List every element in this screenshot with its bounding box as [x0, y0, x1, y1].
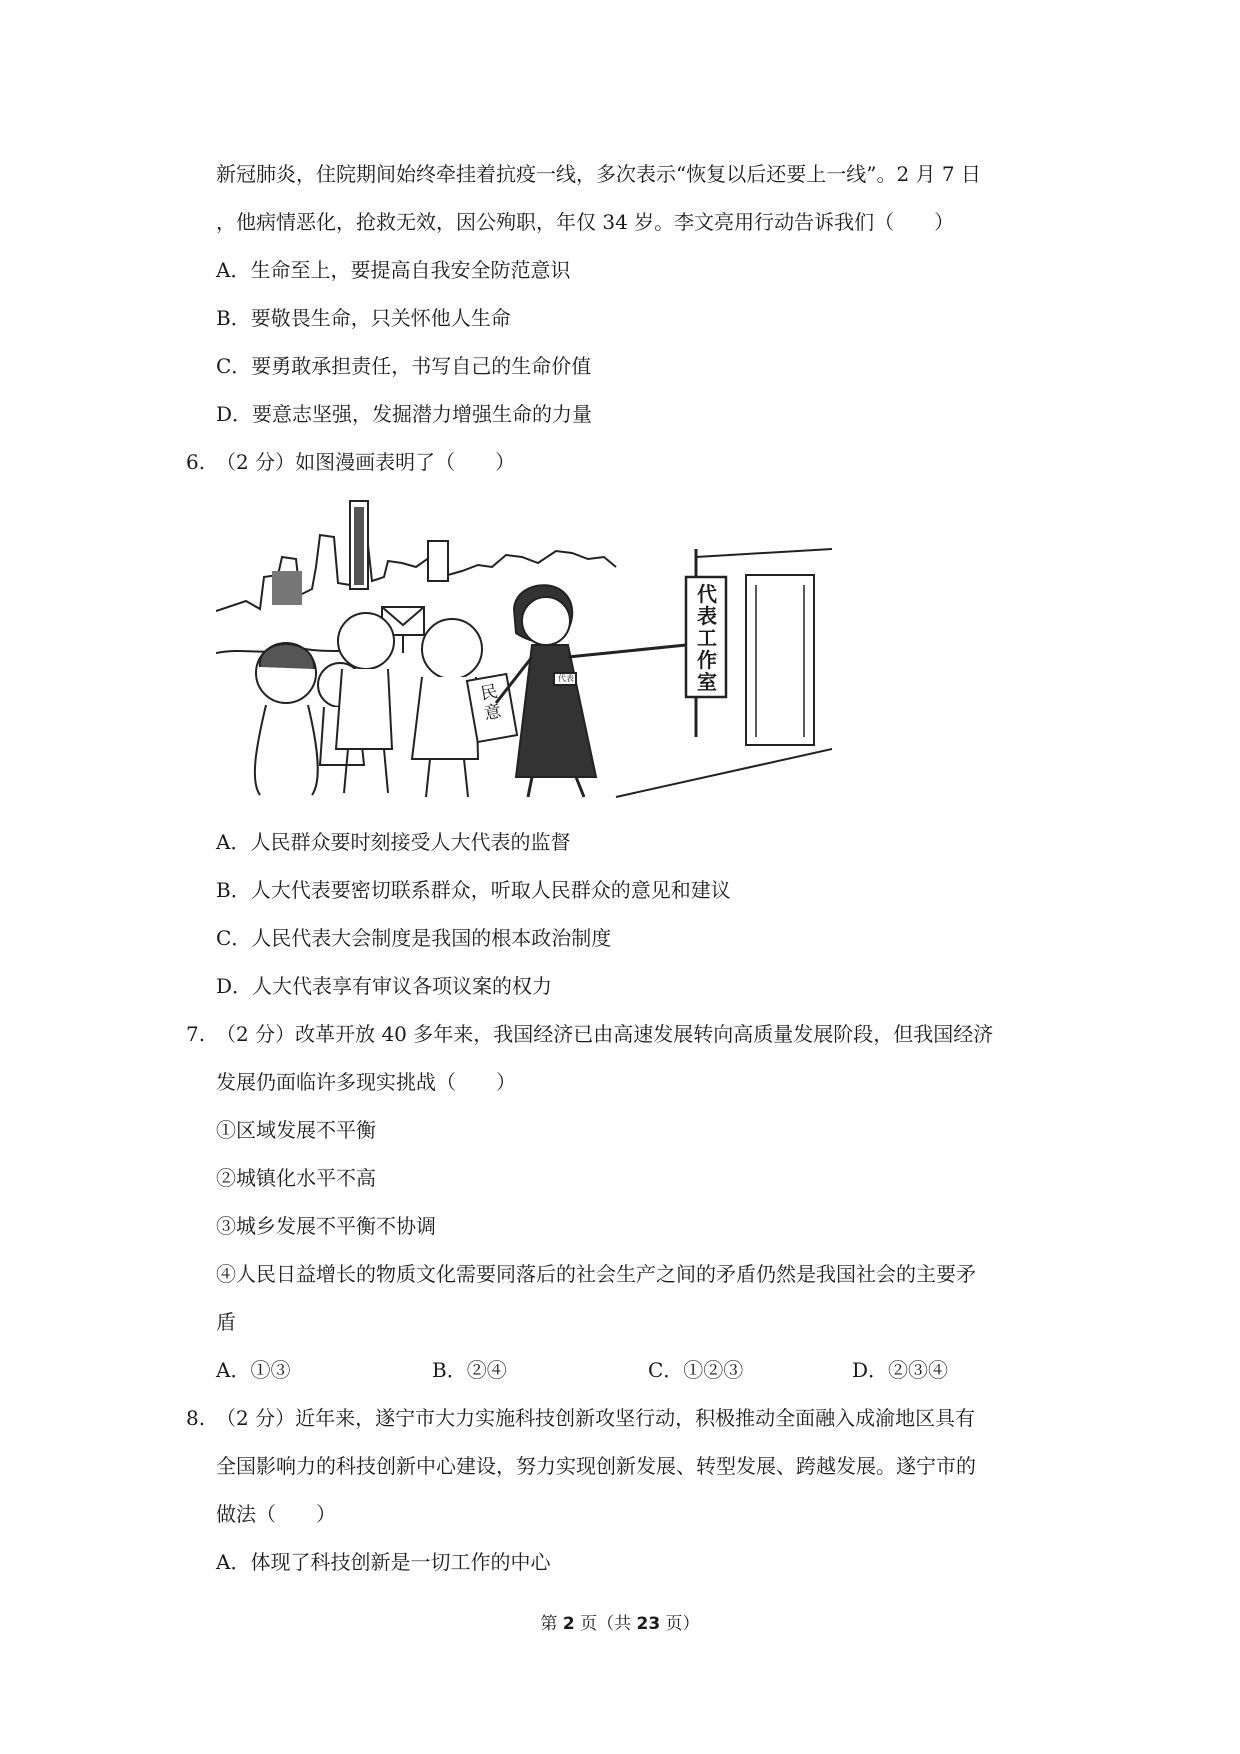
paper-char: 意 — [482, 701, 503, 725]
q5-option-a: A．生命至上，要提高自我安全防范意识 — [216, 258, 571, 282]
q7-item-4: ④人民日益增长的物质文化需要同落后的社会生产之间的矛盾仍然是我国社会的主要矛 — [216, 1262, 976, 1286]
footer-page-number: 2 — [562, 1614, 575, 1634]
q6-option-c: C．人民代表大会制度是我国的根本政治制度 — [216, 926, 612, 950]
q7-item-1: ①区域发展不平衡 — [216, 1118, 376, 1142]
q8-number: 8. — [186, 1406, 206, 1430]
representative-office-cartoon — [216, 497, 832, 799]
paper-char: 民 — [479, 681, 500, 705]
q7-item-3: ③城乡发展不平衡不协调 — [216, 1214, 436, 1238]
representative-badge: 代表 — [558, 674, 574, 683]
q5-stem-line-2: ，他病情恶化，抢救无效，因公殉职，年仅 34 岁。李文亮用行动告诉我们（ ） — [216, 210, 955, 234]
q5-stem-line-1: 新冠肺炎，住院期间始终牵挂着抗疫一线，多次表示“恢复以后还要上一线”。2 月 7 日 — [216, 162, 981, 186]
office-sign-char: 代 — [697, 582, 717, 606]
q7-number: 7. — [186, 1022, 206, 1046]
q6-option-d: D．人大代表享有审议各项议案的权力 — [216, 974, 553, 998]
q7-option-a: A．①③ — [216, 1358, 291, 1382]
q8-stem-line-1: （2 分）近年来，遂宁市大力实施科技创新攻坚行动，积极推动全面融入成渝地区具有 — [216, 1406, 976, 1430]
q6-option-a: A．人民群众要时刻接受人大代表的监督 — [216, 830, 571, 854]
q5-option-c: C．要勇敢承担责任，书写自己的生命价值 — [216, 354, 592, 378]
q5-option-b: B．要敬畏生命，只关怀他人生命 — [216, 306, 511, 330]
q8-stem-line-3: 做法（ ） — [216, 1502, 336, 1526]
q5-option-d: D．要意志坚强，发掘潜力增强生命的力量 — [216, 402, 593, 426]
footer-total-pages: 23 — [636, 1614, 661, 1634]
q6-stem: （2 分）如图漫画表明了（ ） — [216, 450, 516, 474]
page-footer — [0, 1612, 1240, 1636]
q6-option-b: B．人大代表要密切联系群众，听取人民群众的意见和建议 — [216, 878, 731, 902]
q8-option-a: A．体现了科技创新是一切工作的中心 — [216, 1550, 551, 1574]
q7-item-2: ②城镇化水平不高 — [216, 1166, 376, 1190]
q7-option-d: D．②③④ — [852, 1358, 949, 1382]
q7-option-c: C．①②③ — [648, 1358, 744, 1382]
office-sign — [694, 583, 720, 693]
footer-mid: 页（共 — [574, 1614, 637, 1634]
q7-stem-line-1: （2 分）改革开放 40 多年来，我国经济已由高速发展转向高质量发展阶段，但我国经济 — [216, 1022, 994, 1046]
q7-option-b: B．②④ — [432, 1358, 507, 1382]
office-sign-char: 工 — [697, 626, 717, 650]
footer-prefix: 第 — [540, 1614, 563, 1634]
q8-stem-line-2: 全国影响力的科技创新中心建设，努力实现创新发展、转型发展、跨越发展。遂宁市的 — [216, 1454, 976, 1478]
office-sign-char: 表 — [697, 604, 717, 628]
footer-suffix: 页） — [660, 1614, 700, 1634]
q7-stem-line-2: 发展仍面临许多现实挑战（ ） — [216, 1070, 516, 1094]
office-sign-char: 室 — [697, 670, 717, 694]
q6-number: 6. — [186, 450, 206, 474]
q7-item-4-cont: 盾 — [216, 1310, 236, 1334]
office-sign-char: 作 — [697, 648, 717, 672]
